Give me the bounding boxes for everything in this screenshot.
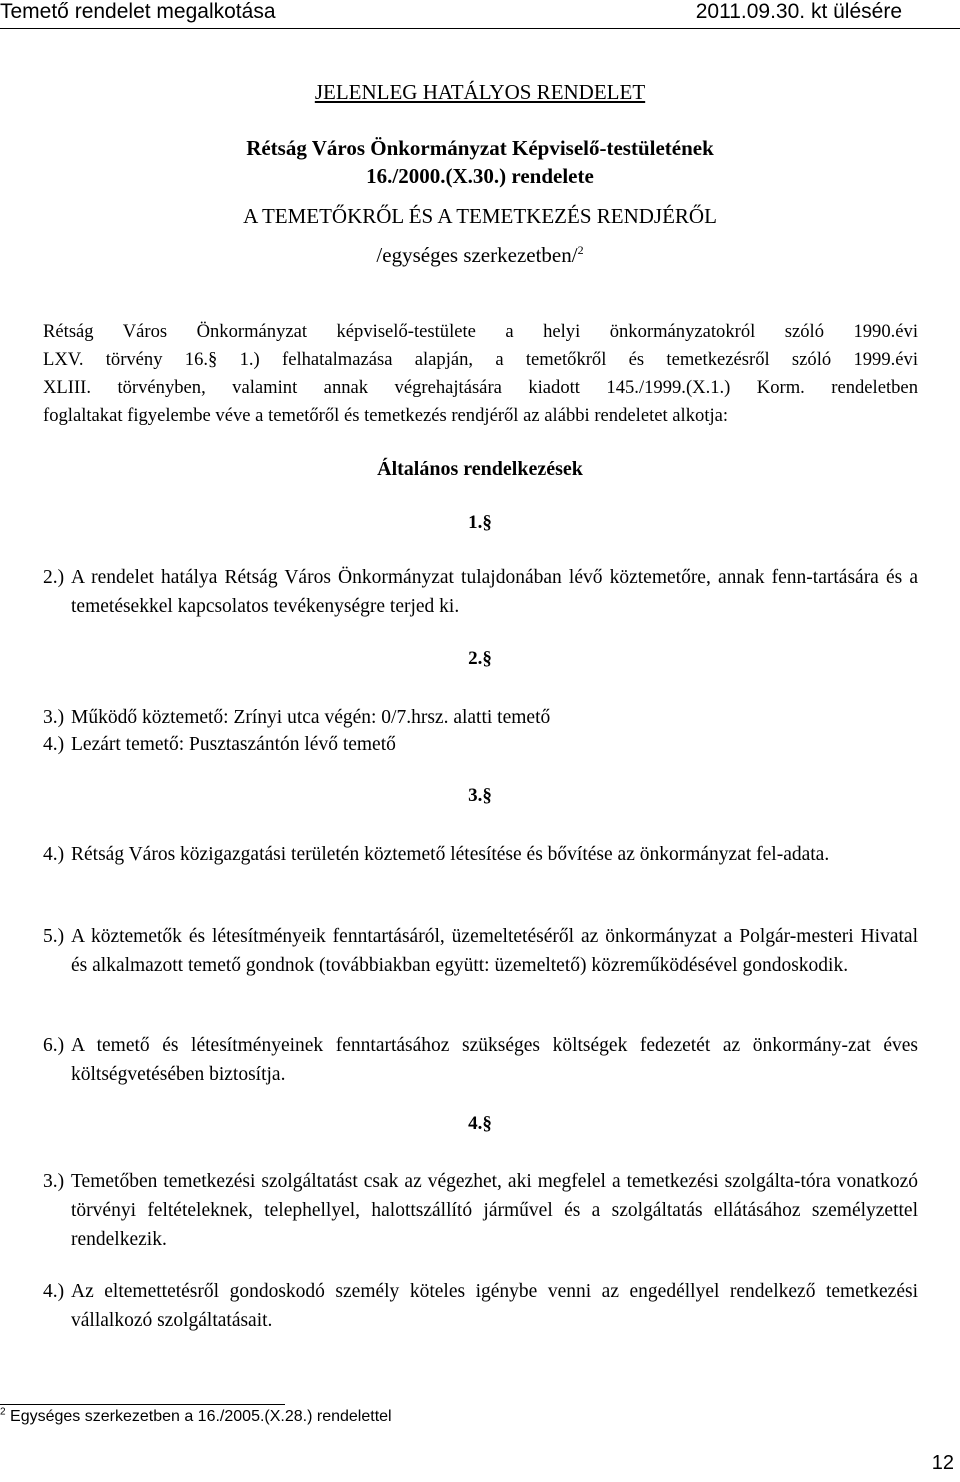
list-item	[43, 922, 918, 980]
paragraph-4-marker: 4.§	[468, 1113, 492, 1134]
list-item	[43, 563, 918, 621]
title-line-4: /egységes szerkezetben/$^2$	[376, 243, 584, 267]
item-number: 2.)	[43, 567, 65, 588]
footnote	[0, 1408, 392, 1426]
item-number: 3.)	[43, 1171, 65, 1192]
item-number: 4.)	[43, 1281, 65, 1302]
preamble-line-1: Rétság Város Önkormányzat képviselő-testülete a helyi önkormányzatokról szóló 1990.évi	[43, 321, 918, 342]
item-number: 5.)	[43, 926, 65, 947]
paragraph-1-marker: 1.§	[468, 512, 492, 533]
paragraph-3-marker: 3.§	[468, 785, 492, 806]
item-number: 4.)	[43, 734, 65, 755]
preamble-line-2: LXV. törvény 16.§ 1.) felhatalmazása alapján, a temetőkről és temetkezésről szóló 1999.évi	[43, 349, 918, 370]
preamble-line-3: XLIII. törvényben, valamint annak végrehajtására kiadott 145./1999.(X.1.) Korm. rendeletben	[43, 377, 918, 398]
list-item	[43, 703, 918, 732]
list-item	[43, 1167, 918, 1254]
footnote-number: 2	[0, 1406, 6, 1418]
header-divider	[0, 28, 960, 29]
item-text: Temetőben temetkezési szolgáltatást csak az végezhet, aki megfelel a temetkezési szolgálta-tóra vonatkozó törvényi feltételeknek, telephellyel, halottszállító járművel és a szolgáltatás ellátásához személyzettel rendelkezik.	[71, 1171, 918, 1250]
item-text: Működő köztemető: Zrínyi utca végén: 0/7.hrsz. alatti temető	[71, 707, 551, 728]
item-number: 6.)	[43, 1035, 65, 1056]
item-text: Lezárt temető: Pusztaszántón lévő temető	[71, 734, 396, 755]
item-number: 4.)	[43, 844, 65, 865]
list-item	[43, 1277, 918, 1335]
item-text: A rendelet hatálya Rétság Város Önkormányzat tulajdonában lévő köztemetőre, annak fenn-tartására és a temetésekkel kapcsolatos tevékenységre terjed ki.	[71, 567, 918, 617]
section-title: Általános rendelkezések	[377, 458, 583, 480]
list-item	[43, 730, 918, 759]
document-heading: JELENLEG HATÁLYOS RENDELET	[314, 80, 646, 104]
footnote-text: Egységes szerkezetben a 16./2005.(X.28.) rendelettel	[10, 1408, 392, 1425]
title-line-3: A TEMETŐKRŐL ÉS A TEMETKEZÉS RENDJÉRŐL	[243, 204, 717, 228]
item-text: Rétság Város közigazgatási területén köztemető létesítése és bővítése az önkormányzat fel-adata.	[71, 844, 830, 865]
title-line-2: 16./2000.(X.30.) rendelete	[366, 164, 594, 188]
list-item	[43, 1031, 918, 1089]
item-text: A temető és létesítményeinek fenntartásához szükséges költségek fedezetét az önkormány-zat éves költségvetésében biztosítja.	[71, 1035, 918, 1085]
footnote-reference: 2	[577, 243, 584, 257]
list-item	[43, 840, 918, 869]
preamble	[43, 318, 918, 430]
page-number: 12	[931, 1452, 954, 1474]
item-text: Az eltemettetésről gondoskodó személy köteles igénybe venni az engedéllyel rendelkező temetkezési vállalkozó szolgáltatásait.	[71, 1281, 918, 1331]
title-line-1: Rétság Város Önkormányzat Képviselő-testületének	[246, 136, 714, 160]
item-text: A köztemetők és létesítményeik fenntartásáról, üzemeltetéséről az önkormányzat a Polgár-mesteri Hivatal és alkalmazott temető gondnok (továbbiakban együtt: üzemeltető) közreműködésével gondoskodik.	[71, 926, 918, 976]
header-meeting-date: 2011.09.30. kt ülésére	[695, 0, 902, 23]
header-document-title: Temető rendelet megalkotása	[0, 0, 276, 23]
paragraph-2-marker: 2.§	[468, 648, 492, 669]
preamble-line-4: foglaltakat figyelembe véve a temetőről és temetkezés rendjéről az alábbi rendeletet alkotja:	[43, 405, 729, 426]
item-number: 3.)	[43, 707, 65, 728]
footnote-divider	[0, 1404, 285, 1405]
